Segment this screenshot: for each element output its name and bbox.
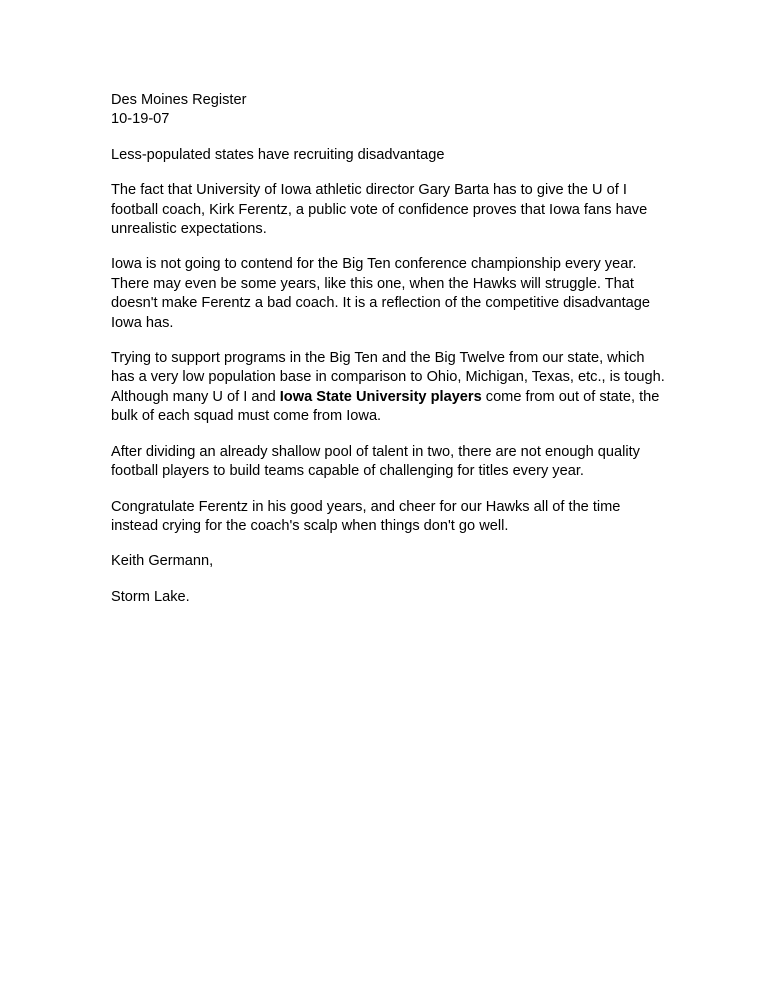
publication-date: 10-19-07 bbox=[111, 111, 170, 128]
publication-name: Des Moines Register bbox=[111, 92, 247, 108]
signature-name: Keith Germann, bbox=[111, 553, 214, 570]
paragraph-3-bold-text: Iowa State University players bbox=[279, 388, 482, 405]
paragraph-3-text-start: Trying to support programs in the Big Ten and the Big Twelve from our state, which has a very low population base in comparison to Ohio, Michigan, Texas, etc., is tough. Although many U of I and bbox=[111, 350, 665, 405]
letter-document bbox=[111, 91, 671, 623]
paragraph-3 bbox=[111, 349, 671, 427]
paragraph-5: Congratulate Ferentz in his good years, and cheer for our Hawks all of the time instead crying for the coach's scalp when things don't go well. bbox=[111, 498, 621, 534]
letter-headline: Less-populated states have recruiting disadvantage bbox=[111, 146, 445, 163]
paragraph-1: The fact that University of Iowa athletic director Gary Barta has to give the U of I football coach, Kirk Ferentz, a public vote of confidence proves that Iowa fans have unrealistic expectations. bbox=[111, 182, 648, 238]
paragraph-2: Iowa is not going to contend for the Big Ten conference championship every year. There may even be some years, like this one, when the Hawks will struggle. That doesn't make Ferentz a bad coach. It is a reflection of the competitive disadvantage Iowa has. bbox=[111, 256, 651, 331]
paragraph-4: After dividing an already shallow pool of talent in two, there are not enough quality football players to build teams capable of challenging for titles every year. bbox=[111, 443, 640, 480]
paragraph-3-text-end: come from out of state, the bulk of each squad must come from Iowa. bbox=[111, 388, 660, 425]
signature-location: Storm Lake. bbox=[111, 588, 190, 605]
